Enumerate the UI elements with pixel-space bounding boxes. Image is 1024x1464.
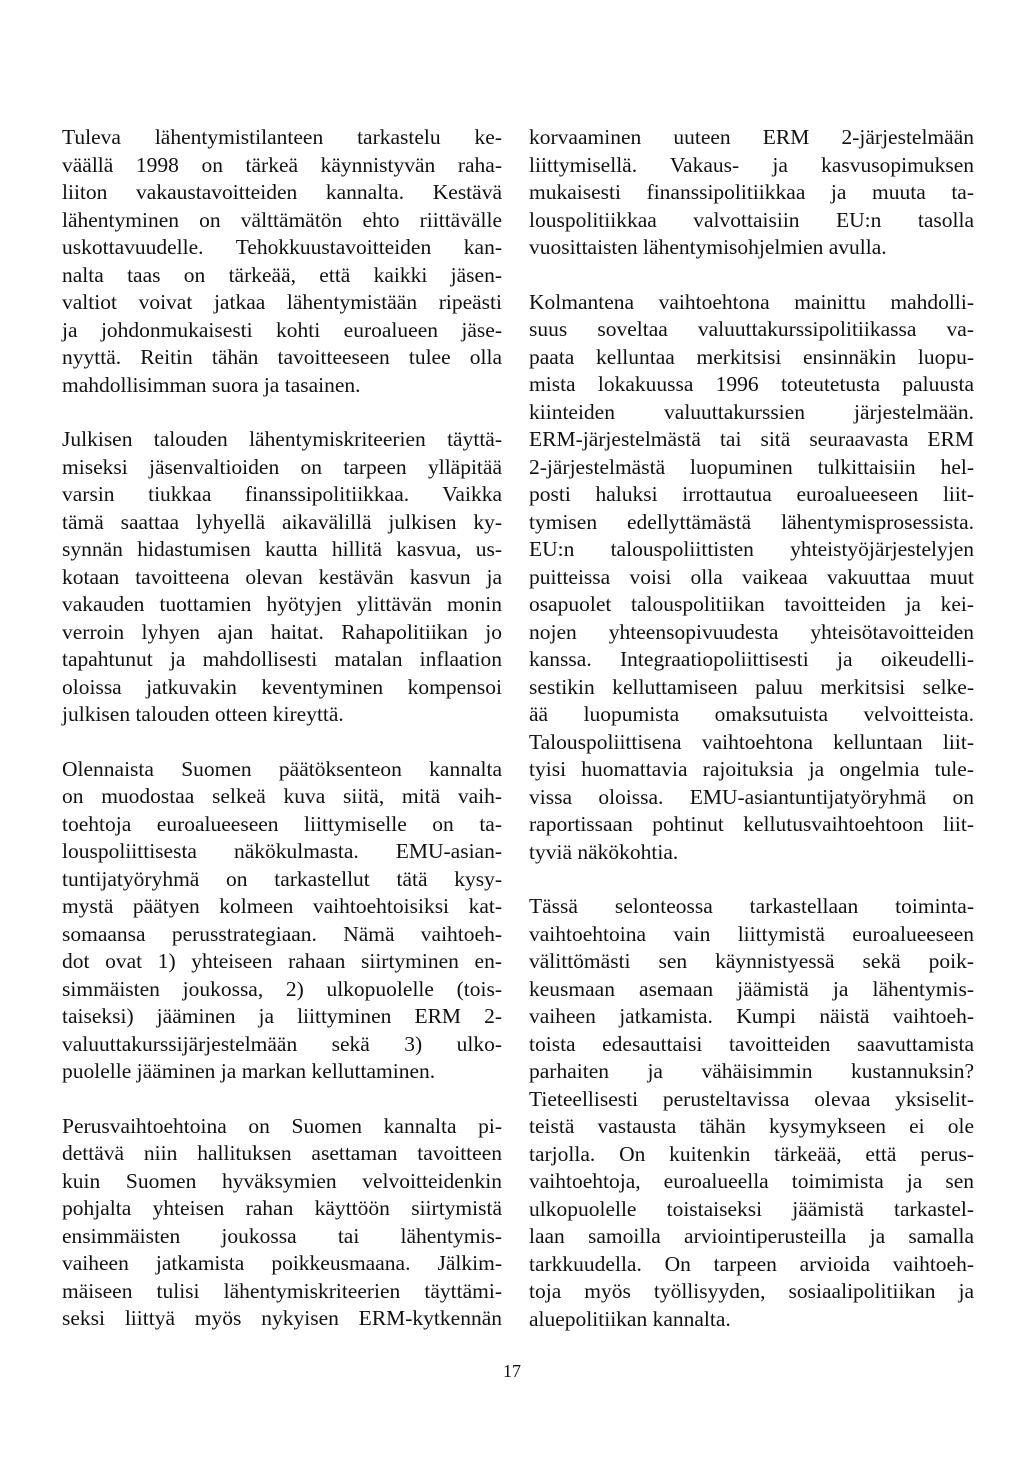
text-line: Perusvaihtoehtoina on Suomen kannalta pi-: [62, 1113, 502, 1138]
text-line: Tieteellisesti perusteltavissa olevaa yksiselit-: [529, 1086, 974, 1111]
text-line: nalta taas on tärkeää, että kaikki jäsen-: [62, 262, 502, 287]
text-line: synnän hidastumisen kautta hillitä kasvua, us-: [62, 537, 502, 561]
text-line: vaiheen jatkamista. Kumpi näistä vaihtoeh-: [529, 1004, 974, 1028]
text-line: paata kelluntaa merkitsisi ensinnäkin luopu-: [529, 344, 974, 369]
text-line: louspoliittisesta näkökulmasta. EMU-asian-: [62, 839, 502, 863]
text-line: taiseksi) jääminen ja liittyminen ERM 2-: [62, 1004, 502, 1028]
text-line: suus soveltaa valuuttakurssipolitiikassa va-: [529, 317, 974, 341]
text-line: kotaan tavoitteena olevan kestävän kasvun ja: [62, 564, 502, 589]
text-line: aluepolitiikan kannalta.: [529, 1306, 731, 1331]
text-line: Tässä selonteossa tarkastellaan toiminta-: [529, 894, 974, 918]
text-line: mista lokakuussa 1996 toteutetusta paluusta: [529, 372, 974, 396]
text-line: toista edesauttaisi tavoitteiden saavuttamista: [529, 1031, 974, 1056]
text-line: mukaisesti finanssipolitiikkaa ja muuta ta-: [529, 180, 974, 204]
text-line: tyisi huomattavia rajoituksia ja ongelmia tule-: [529, 757, 974, 781]
text-line: miseksi jäsenvaltioiden on tarpeen ylläpitää: [62, 454, 502, 479]
text-line: puolelle jääminen ja markan kelluttaminen.: [62, 1059, 436, 1083]
text-line: toja myös työllisyyden, sosiaalipolitiikan ja: [529, 1279, 974, 1303]
text-line: väällä 1998 on tärkeä käynnistyvän raha-: [62, 152, 502, 177]
text-line: simmäisten joukossa, 2) ulkopuolelle (tois-: [62, 976, 502, 1001]
text-line: varsin tiukkaa finanssipolitiikkaa. Vaikka: [62, 482, 502, 506]
text-line: liiton vakaustavoitteiden kannalta. Kestävä: [62, 180, 502, 204]
text-line: EU:n talouspoliittisten yhteistyöjärjestelyjen: [529, 537, 974, 561]
text-line: osapuolet talouspolitiikan tavoitteiden ja kei-: [529, 592, 974, 616]
text-line: 2-järjestelmästä luopuminen tulkittaisiin hel-: [529, 454, 974, 479]
text-line: tuntijatyöryhmä on tarkastellut tätä kysy-: [62, 866, 502, 891]
text-line: kanssa. Integraatiopoliittisesti ja oikeudelli-: [529, 647, 974, 671]
paragraph: [529, 893, 974, 1333]
text-line: parhaiten ja vähäisimmin kustannuksin?: [529, 1059, 974, 1083]
text-line: dot ovat 1) yhteiseen rahaan siirtyminen en-: [62, 949, 502, 973]
text-line: vakauden tuottamien hyötyjen ylittävän monin: [62, 592, 502, 616]
text-line: vaiheen jatkamista poikkeusmaana. Jälkim-: [62, 1251, 502, 1275]
text-line: louspolitiikkaa valvottaisiin EU:n tasolla: [529, 207, 974, 232]
paragraph: [62, 1113, 502, 1333]
text-line: vissa oloissa. EMU-asiantuntijatyöryhmä on: [529, 784, 974, 809]
text-line: ulkopuolelle toistaiseksi jäämistä tarkastel-: [529, 1196, 974, 1221]
text-line: tyviä näkökohtia.: [529, 839, 679, 864]
text-line: nojen yhteensopivuudesta yhteisötavoitteiden: [529, 619, 974, 644]
text-line: toehtoja euroalueeseen liittymiselle on ta-: [62, 811, 502, 836]
text-line: laan samoilla arviointiperusteilla ja samalla: [529, 1224, 974, 1248]
text-line: keusmaan asemaan jäämistä ja lähentymis-: [529, 976, 974, 1001]
text-line: teistä vastausta tähän kysymykseen ei ole: [529, 1114, 974, 1138]
text-line: valuuttakurssijärjestelmään sekä 3) ulko-: [62, 1031, 502, 1056]
text-line: mahdollisimman suora ja tasainen.: [62, 372, 361, 397]
text-line: vuosittaisten lähentymisohjelmien avulla.: [529, 235, 887, 259]
text-line: nyyttä. Reitin tähän tavoitteeseen tulee olla: [62, 345, 502, 369]
text-line: tapahtunut ja mahdollisesti matalan inflaation: [62, 647, 502, 671]
text-line: Talouspoliittisena vaihtoehtona kelluntaan liit-: [529, 729, 974, 754]
text-line: Kolmantena vaihtoehtona mainittu mahdolli-: [529, 289, 974, 314]
text-line: kuin Suomen hyväksymien velvoitteidenkin: [62, 1168, 502, 1193]
text-line: somaansa perusstrategiaan. Nämä vaihtoeh-: [62, 921, 502, 946]
text-line: mystä päätyen kolmeen vaihtoehtoisiksi kat-: [62, 894, 502, 918]
text-line: vaihtoehtoina vain liittymistä euroalueeseen: [529, 921, 974, 946]
text-line: tämä saattaa lyhyellä aikavälillä julkisen ky-: [62, 509, 502, 534]
text-line: posti haluksi irrottautua euroalueeseen liit-: [529, 482, 974, 506]
text-line: verroin lyhyen ajan haitat. Rahapolitiikan jo: [62, 619, 502, 644]
text-line: korvaaminen uuteen ERM 2-järjestelmään: [529, 125, 974, 149]
text-line: dettävä niin hallituksen asettaman tavoitteen: [62, 1141, 502, 1165]
paragraph: [62, 426, 502, 729]
text-line: tarkkuudella. On tarpeen arvioida vaihtoeh-: [529, 1251, 974, 1276]
text-line: pohjalta yhteisen rahan käyttöön siirtymistä: [62, 1196, 502, 1220]
text-line: valtiot voivat jatkaa lähentymistään ripeästi: [62, 290, 502, 314]
left-column: [62, 124, 502, 1360]
text-line: julkisen talouden otteen kireyttä.: [62, 702, 344, 726]
text-line: Julkisen talouden lähentymiskriteerien täyttä-: [62, 427, 502, 451]
text-line: kiinteiden valuuttakurssien järjestelmään.: [529, 399, 974, 424]
page-number: 17: [503, 1361, 521, 1381]
text-line: Olennaista Suomen päätöksenteon kannalta: [62, 756, 502, 781]
text-line: vaihtoehtoja, euroalueella toimimista ja sen: [529, 1169, 974, 1193]
text-line: uskottavuudelle. Tehokkuustavoitteiden kan-: [62, 235, 502, 259]
text-line: mäiseen tulisi lähentymiskriteerien täyttämi-: [62, 1278, 502, 1303]
text-line: tarjolla. On kuitenkin tärkeää, että perus-: [529, 1141, 974, 1166]
text-line: tymisen edellyttämästä lähentymisprosessista.: [529, 509, 974, 534]
text-line: on muodostaa selkeä kuva siitä, mitä vaih-: [62, 784, 502, 808]
paragraph: [529, 124, 974, 262]
text-line: lähentyminen on välttämätön ehto riittävälle: [62, 207, 502, 232]
paragraph: [62, 756, 502, 1086]
text-line: välittömästi sen käynnistyessä sekä poik-: [529, 949, 974, 973]
text-line: raportissaan pohtinut kellutusvaihtoehtoon liit-: [529, 812, 974, 836]
text-line: liittymisellä. Vakaus- ja kasvusopimuksen: [529, 152, 974, 177]
text-line: ää luopumista omaksutuista velvoitteista.: [529, 702, 974, 726]
text-line: ja johdonmukaisesti kohti euroalueen jäse-: [62, 317, 502, 342]
text-line: ensimmäisten joukossa tai lähentymis-: [62, 1223, 502, 1248]
text-line: puitteissa voisi olla vaikeaa vakuuttaa muut: [529, 564, 974, 589]
text-line: seksi liittyä myös nykyisen ERM-kytkennän: [62, 1306, 502, 1330]
paragraph: [529, 289, 974, 867]
text-line: sestikin kelluttamiseen paluu merkitsisi selke-: [529, 674, 974, 699]
text-line: Tuleva lähentymistilanteen tarkastelu ke-: [62, 125, 502, 149]
right-column: [529, 124, 974, 1360]
paragraph: [62, 124, 502, 399]
text-line: ERM-järjestelmästä tai sitä seuraavasta ERM: [529, 427, 974, 451]
text-line: oloissa jatkuvakin keventyminen kompensoi: [62, 674, 502, 699]
